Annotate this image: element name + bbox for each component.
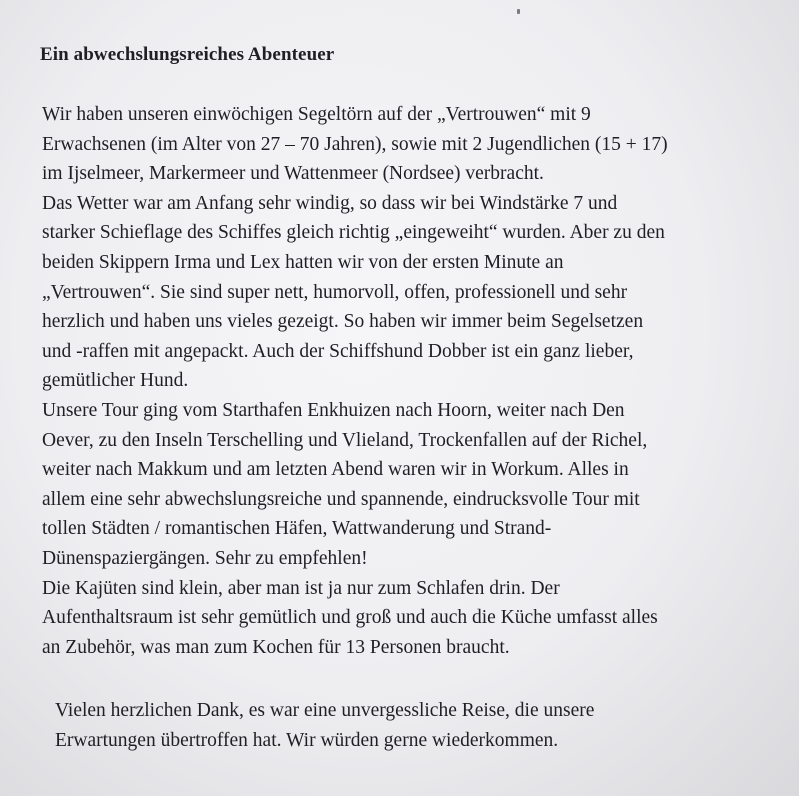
text-line: weiter nach Makkum und am letzten Abend waren wir in Workum. Alles in	[42, 459, 629, 481]
text-line: „Vertrouwen“. Sie sind super nett, humorvoll, offen, professionell und sehr	[42, 281, 628, 303]
text-line: Das Wetter war am Anfang sehr windig, so dass wir bei Windstärke 7 und	[42, 192, 618, 214]
text-line: tollen Städten / romantischen Häfen, Wattwanderung und Strand-	[42, 518, 552, 540]
text-line: gemütlicher Hund.	[42, 370, 189, 392]
text-line: Erwartungen übertroffen hat. Wir würden gerne wiederkommen.	[55, 729, 559, 751]
screen-speck	[517, 9, 520, 14]
review-body	[42, 100, 668, 662]
text-line: Dünenspaziergängen. Sehr zu empfehlen!	[42, 547, 368, 569]
text-line: Unsere Tour ging vom Starthafen Enkhuizen nach Hoorn, weiter nach Den	[42, 399, 625, 421]
text-line: Wir haben unseren einwöchigen Segeltörn auf der „Vertrouwen“ mit 9	[42, 104, 591, 125]
text-line: Oever, zu den Inseln Terschelling und Vlieland, Trockenfallen auf der Richel,	[42, 429, 648, 451]
document-title: Ein abwechslungsreiches Abenteuer	[40, 44, 335, 65]
text-line: im Ijselmeer, Markermeer und Wattenmeer (Nordsee) verbracht.	[42, 163, 544, 185]
text-line: Erwachsenen (im Alter von 27 – 70 Jahren), sowie mit 2 Jugendlichen (15 + 17)	[42, 133, 668, 155]
closing-paragraph	[55, 696, 594, 755]
text-line: und -raffen mit angepackt. Auch der Schiffshund Dobber ist ein ganz lieber,	[42, 340, 634, 362]
text-line: starker Schieflage des Schiffes gleich richtig „eingeweiht“ wurden. Aber zu den	[42, 222, 665, 244]
text-line: allem eine sehr abwechslungsreiche und spannende, eindrucksvolle Tour mit	[42, 488, 640, 510]
text-line: Die Kajüten sind klein, aber man ist ja nur zum Schlafen drin. Der	[42, 577, 560, 599]
text-line: beiden Skippern Irma und Lex hatten wir von der ersten Minute an	[42, 251, 564, 273]
text-line: herzlich und haben uns vieles gezeigt. So haben wir immer beim Segelsetzen	[42, 311, 644, 333]
text-line: an Zubehör, was man zum Kochen für 13 Personen braucht.	[42, 636, 510, 658]
text-line: Aufenthaltsraum ist sehr gemütlich und groß und auch die Küche umfasst alles	[42, 607, 658, 629]
text-line: Vielen herzlichen Dank, es war eine unvergessliche Reise, die unsere	[55, 700, 595, 721]
